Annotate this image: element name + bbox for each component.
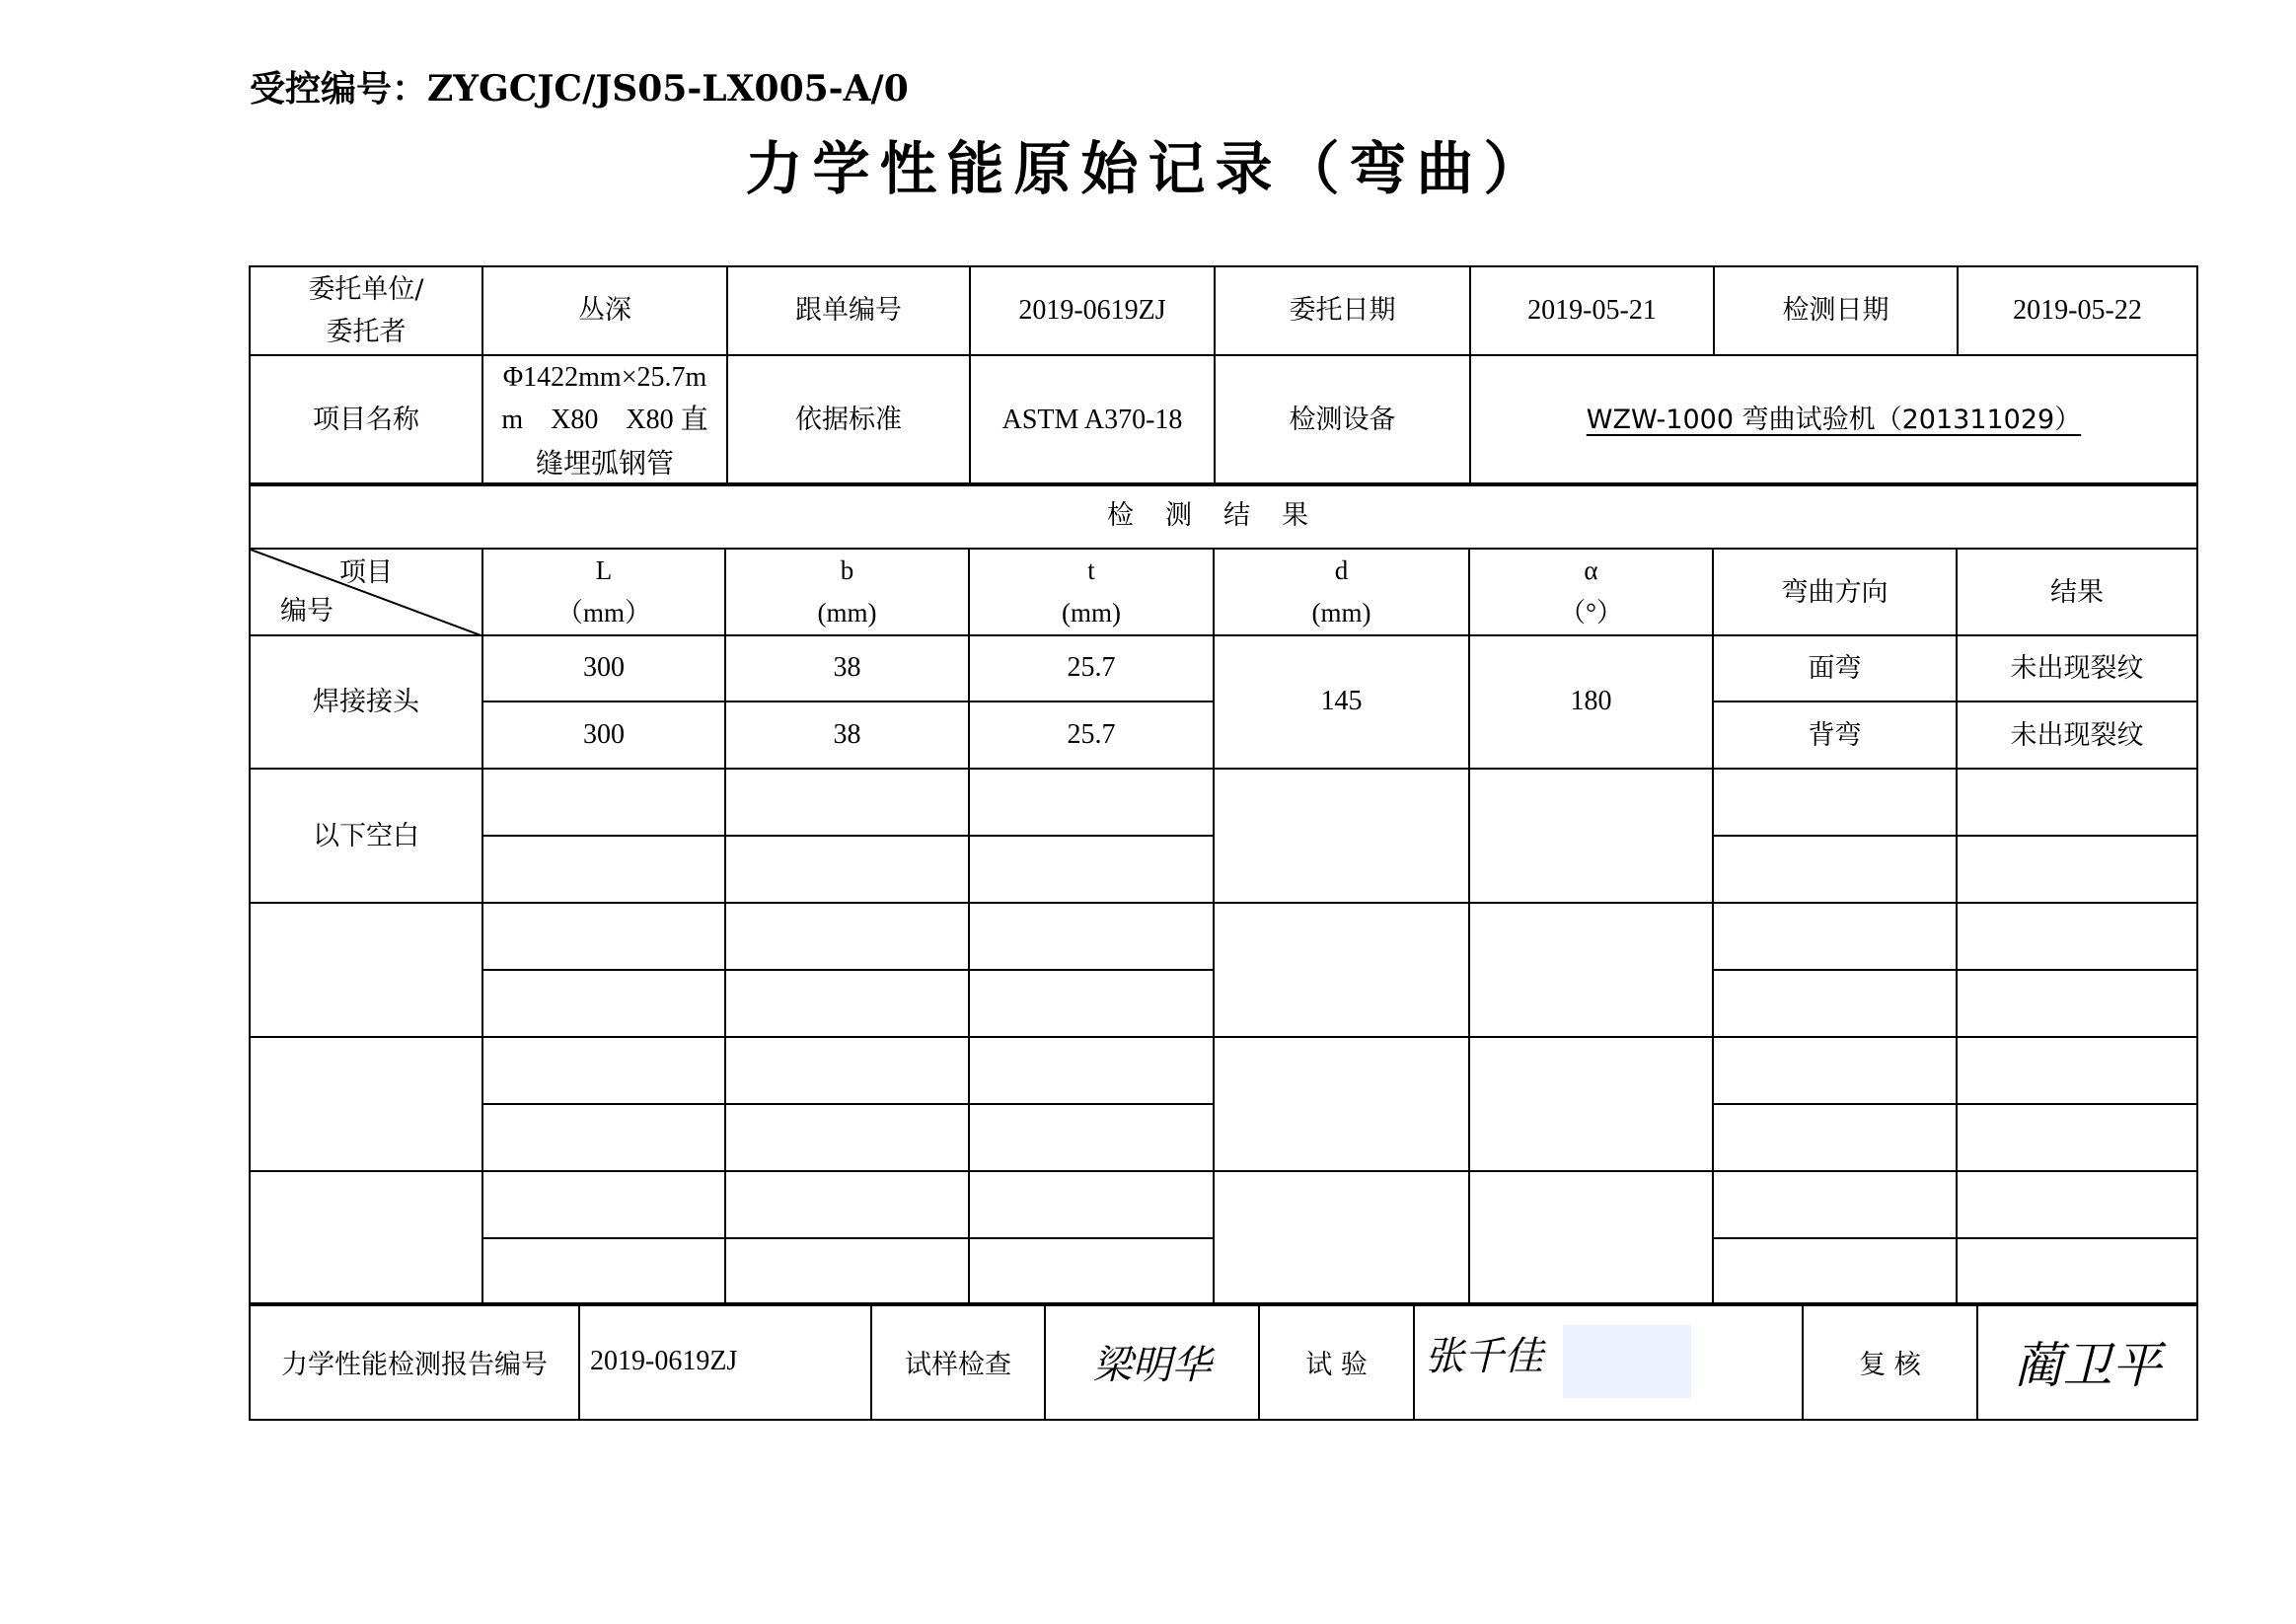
order-number-label: 跟单编号 [727, 266, 970, 355]
empty-cell [725, 1171, 969, 1238]
row1-t: 25.7 [969, 635, 1214, 701]
empty-cell [969, 1238, 1214, 1305]
sample-check-label: 试样检查 [871, 1303, 1045, 1420]
results-section-title-text: 检测结果 [1107, 500, 1340, 532]
specimen-group-blank-below: 以下空白 [250, 769, 482, 903]
row2-direction: 背弯 [1713, 701, 1957, 769]
empty-cell [1713, 1104, 1957, 1171]
empty-cell [482, 1238, 725, 1305]
empty-cell [1957, 1037, 2197, 1104]
empty-cell [969, 836, 1214, 903]
row2-b: 38 [725, 701, 969, 769]
column-t-header [969, 549, 1214, 635]
column-L-unit: （mm） [555, 598, 651, 628]
row1-result: 未出现裂纹 [1957, 635, 2197, 701]
order-number-value: 2019-0619ZJ [970, 266, 1215, 355]
bend-direction-header: 弯曲方向 [1713, 549, 1957, 635]
table-row [250, 1171, 2197, 1238]
empty-cell [482, 769, 725, 836]
control-number-value: ZYGCJC/JS05-LX005-A/0 [427, 68, 909, 110]
row2-L: 300 [482, 701, 725, 769]
row1-b: 38 [725, 635, 969, 701]
empty-cell [1469, 769, 1713, 903]
results-table [249, 482, 2198, 1306]
client-value: 丛深 [482, 266, 727, 355]
empty-cell [969, 769, 1214, 836]
review-signature: 蔺卫平 [2013, 1337, 2162, 1394]
report-number-label: 力学性能检测报告编号 [250, 1303, 579, 1420]
empty-cell [969, 1037, 1214, 1104]
empty-cell [1957, 769, 2197, 836]
record-table [249, 265, 2198, 486]
test-signature-cell [1414, 1303, 1803, 1420]
sample-check-signature-cell [1045, 1303, 1259, 1420]
empty-cell [725, 1037, 969, 1104]
column-d-unit: (mm) [1311, 598, 1371, 628]
empty-cell [1957, 836, 2197, 903]
column-alpha-name: α [1584, 555, 1598, 585]
empty-cell [1713, 1171, 1957, 1238]
control-number-label: 受控编号： [250, 69, 428, 110]
column-b-header [725, 549, 969, 635]
column-d-header [1214, 549, 1469, 635]
empty-cell [1957, 903, 2197, 970]
empty-cell [482, 970, 725, 1037]
client-label-line2: 委托者 [326, 317, 407, 347]
test-label: 试 验 [1259, 1303, 1414, 1420]
empty-cell [1957, 1171, 2197, 1238]
empty-cell [969, 1171, 1214, 1238]
empty-cell [1469, 903, 1713, 1037]
empty-cell [969, 1104, 1214, 1171]
result-header: 结果 [1957, 549, 2197, 635]
report-number-value: 2019-0619ZJ [579, 1303, 871, 1420]
project-name-line1: Φ1422mm×25.7m [502, 362, 707, 393]
empty-cell [1713, 1037, 1957, 1104]
client-label-line1: 委托单位/ [308, 273, 424, 305]
empty-cell [482, 1171, 725, 1238]
empty-cell [1713, 1238, 1957, 1305]
empty-cell [1713, 836, 1957, 903]
header-item-label: 项目 [339, 557, 393, 588]
empty-cell [1957, 1238, 2197, 1305]
row1-direction: 面弯 [1713, 635, 1957, 701]
table-row [250, 903, 2197, 970]
empty-cell [482, 836, 725, 903]
signature-table [249, 1302, 2198, 1421]
column-b-unit: (mm) [817, 598, 877, 628]
empty-cell [482, 903, 725, 970]
empty-cell [969, 903, 1214, 970]
row2-t: 25.7 [969, 701, 1214, 769]
empty-cell [482, 1037, 725, 1104]
test-date-value: 2019-05-22 [1958, 266, 2197, 355]
row1-L: 300 [482, 635, 725, 701]
empty-cell [725, 1104, 969, 1171]
client-label [250, 266, 482, 355]
test-signature: 张千佳 [1425, 1333, 1543, 1379]
specimen-group-weld-joint: 焊接接头 [250, 635, 482, 769]
row2-result: 未出现裂纹 [1957, 701, 2197, 769]
entrust-date-value: 2019-05-21 [1470, 266, 1714, 355]
empty-cell [1214, 1037, 1469, 1171]
column-L-header [482, 549, 725, 635]
equipment-value-text: WZW-1000 弯曲试验机（201311029） [1586, 405, 2082, 436]
empty-cell [1713, 903, 1957, 970]
empty-cell [1957, 1104, 2197, 1171]
empty-cell [250, 1171, 482, 1305]
review-label: 复 核 [1803, 1303, 1977, 1420]
test-date-label: 检测日期 [1714, 266, 1958, 355]
diagonal-header-cell [250, 549, 482, 635]
standard-label: 依据标准 [727, 355, 970, 485]
column-alpha-header [1469, 549, 1713, 635]
project-name-line2: m X80 X80 直 [501, 405, 708, 436]
group1-d: 145 [1214, 635, 1469, 769]
empty-cell [725, 836, 969, 903]
entrust-date-label: 委托日期 [1215, 266, 1470, 355]
review-signature-cell [1977, 1303, 2197, 1420]
column-alpha-unit: （°） [1559, 598, 1623, 628]
empty-cell [969, 970, 1214, 1037]
empty-cell [1214, 903, 1469, 1037]
empty-cell [1713, 769, 1957, 836]
equipment-label: 检测设备 [1215, 355, 1470, 485]
empty-cell [1469, 1171, 1713, 1305]
empty-cell [1957, 970, 2197, 1037]
empty-cell [250, 1037, 482, 1171]
control-number-line [250, 61, 909, 111]
empty-cell [482, 1104, 725, 1171]
empty-cell [725, 903, 969, 970]
column-b-name: b [840, 555, 854, 585]
column-d-name: d [1334, 555, 1349, 585]
empty-cell [725, 1238, 969, 1305]
empty-cell [1214, 1171, 1469, 1305]
empty-cell [725, 970, 969, 1037]
empty-cell [725, 769, 969, 836]
column-L-name: L [595, 555, 613, 585]
project-name-line3: 缝埋弧钢管 [535, 446, 674, 480]
empty-cell [1214, 769, 1469, 903]
group1-alpha: 180 [1469, 635, 1713, 769]
equipment-value [1470, 355, 2197, 485]
document-title: 力学性能原始记录（弯曲） [745, 135, 1551, 202]
results-section-title [250, 483, 2197, 549]
project-name-value [482, 355, 727, 485]
empty-cell [250, 903, 482, 1037]
empty-cell [1469, 1037, 1713, 1171]
column-t-unit: (mm) [1062, 598, 1121, 628]
table-row [250, 769, 2197, 836]
project-name-label: 项目名称 [250, 355, 482, 485]
table-row [250, 635, 2197, 701]
standard-value: ASTM A370-18 [970, 355, 1215, 485]
column-t-name: t [1087, 555, 1095, 585]
sample-check-signature: 梁明华 [1092, 1342, 1212, 1388]
redaction-box [1563, 1325, 1691, 1398]
empty-cell [1713, 970, 1957, 1037]
header-number-label: 编号 [280, 596, 333, 627]
table-row [250, 1037, 2197, 1104]
